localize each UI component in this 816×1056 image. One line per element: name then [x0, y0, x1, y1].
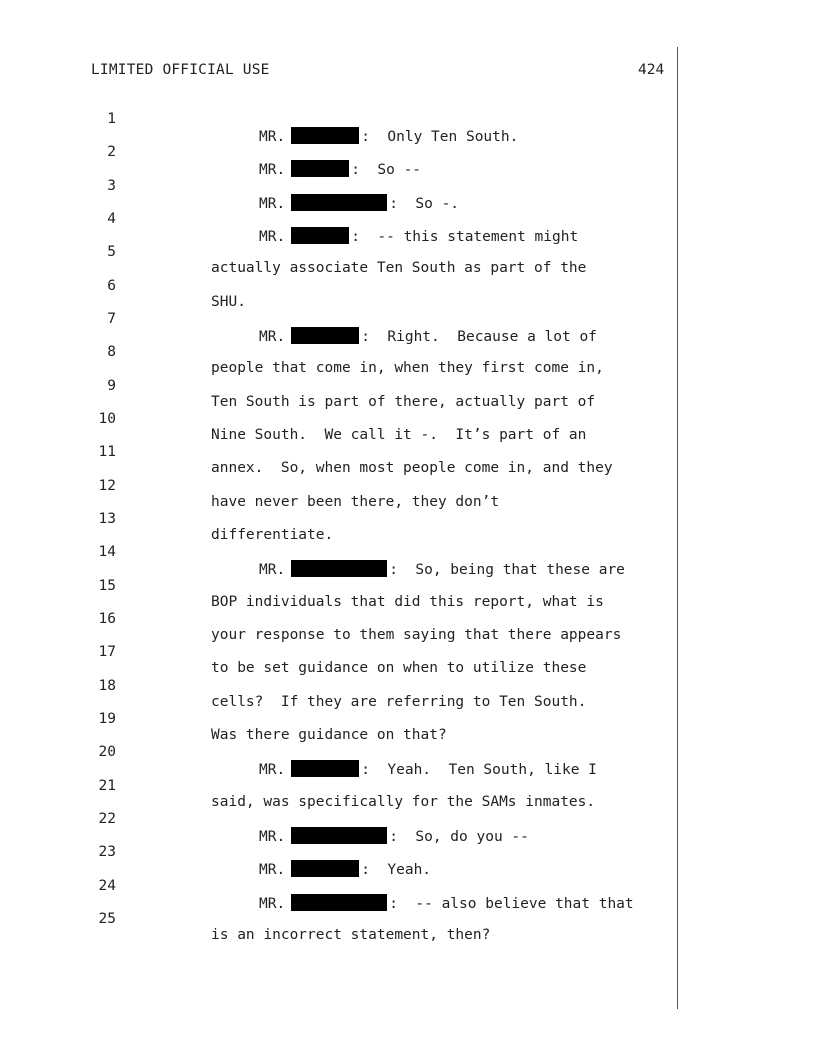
line-number: 2	[107, 144, 116, 160]
speaker-title: MR.	[259, 562, 286, 578]
transcript-line	[0, 428, 676, 476]
line-number: 7	[107, 311, 116, 327]
line-text: : So -.	[389, 196, 460, 212]
line-text: is an incorrect statement, then?	[211, 927, 491, 943]
line-text: differentiate.	[211, 527, 334, 543]
transcript-line	[0, 128, 676, 178]
speaker-title: MR.	[259, 762, 286, 778]
transcript-line	[0, 862, 676, 912]
transcript-line	[0, 695, 676, 743]
speaker-title: MR.	[259, 896, 286, 912]
line-number: 21	[98, 778, 116, 794]
transcript-line	[0, 495, 676, 543]
line-text: : Yeah.	[361, 862, 432, 878]
line-text: : So, being that these are	[389, 562, 625, 578]
line-number: 11	[98, 444, 116, 460]
line-number: 17	[98, 644, 116, 660]
line-text: : -- also believe that that	[389, 896, 634, 912]
transcript-line	[0, 295, 676, 345]
line-number: 20	[98, 744, 116, 760]
line-text: people that come in, when they first come in,	[211, 360, 604, 376]
line-number: 25	[98, 911, 116, 927]
line-text: : -- this statement might	[351, 229, 579, 245]
line-text: : Only Ten South.	[361, 129, 519, 145]
line-number: 12	[98, 478, 116, 494]
line-text: to be set guidance on when to utilize these	[211, 660, 587, 676]
line-text: : So, do you --	[389, 829, 529, 845]
transcript-line	[0, 828, 676, 878]
transcript-line	[0, 662, 676, 710]
line-number: 4	[107, 211, 116, 227]
line-text: said, was specifically for the SAMs inmates.	[211, 794, 596, 810]
line-text: Was there guidance on that?	[211, 727, 447, 743]
line-text: : Right. Because a lot of	[361, 329, 597, 345]
speaker-title: MR.	[259, 829, 286, 845]
line-text: : So --	[351, 162, 422, 178]
line-text: annex. So, when most people come in, and they	[211, 460, 613, 476]
transcript-line	[0, 795, 676, 845]
transcript-line	[0, 462, 676, 510]
line-text: BOP individuals that did this report, what is	[211, 594, 604, 610]
page-number: 424	[638, 62, 665, 78]
line-number: 6	[107, 278, 116, 294]
line-number: 3	[107, 178, 116, 194]
speaker-title: MR.	[259, 162, 286, 178]
line-text: Ten South is part of there, actually part of	[211, 394, 596, 410]
line-text: Nine South. We call it -. It’s part of an	[211, 427, 587, 443]
line-number: 16	[98, 611, 116, 627]
line-number: 18	[98, 678, 116, 694]
transcript-line	[0, 195, 676, 245]
speaker-title: MR.	[259, 196, 286, 212]
transcript-line	[0, 395, 676, 443]
transcript-line	[0, 595, 676, 643]
transcript-line	[0, 895, 676, 943]
line-number: 9	[107, 378, 116, 394]
transcript-line	[0, 762, 676, 810]
speaker-title: MR.	[259, 229, 286, 245]
transcript-line	[0, 728, 676, 778]
line-number: 19	[98, 711, 116, 727]
line-number: 5	[107, 244, 116, 260]
line-number: 23	[98, 844, 116, 860]
transcript-line	[0, 628, 676, 676]
transcript-line	[0, 162, 676, 212]
transcript-line	[0, 228, 676, 276]
speaker-title: MR.	[259, 129, 286, 145]
line-number: 10	[98, 411, 116, 427]
line-number: 13	[98, 511, 116, 527]
line-number: 1	[107, 111, 116, 127]
classification-header: LIMITED OFFICIAL USE	[91, 62, 270, 78]
line-text: your response to them saying that there appears	[211, 627, 622, 643]
line-number: 24	[98, 878, 116, 894]
line-text: : Yeah. Ten South, like I	[361, 762, 597, 778]
transcript-line	[0, 562, 676, 610]
line-text: actually associate Ten South as part of the	[211, 260, 587, 276]
line-number: 14	[98, 544, 116, 560]
transcript-line	[0, 528, 676, 578]
line-text: cells? If they are referring to Ten South.	[211, 694, 587, 710]
line-number: 15	[98, 578, 116, 594]
line-text: have never been there, they don’t	[211, 494, 500, 510]
speaker-title: MR.	[259, 862, 286, 878]
speaker-title: MR.	[259, 329, 286, 345]
transcript-line	[0, 262, 676, 310]
transcript-line	[0, 362, 676, 410]
transcript-line	[0, 328, 676, 376]
right-margin-rule	[677, 47, 678, 1009]
line-text: SHU.	[211, 294, 246, 310]
line-number: 22	[98, 811, 116, 827]
line-number: 8	[107, 344, 116, 360]
transcript-line	[0, 95, 676, 145]
